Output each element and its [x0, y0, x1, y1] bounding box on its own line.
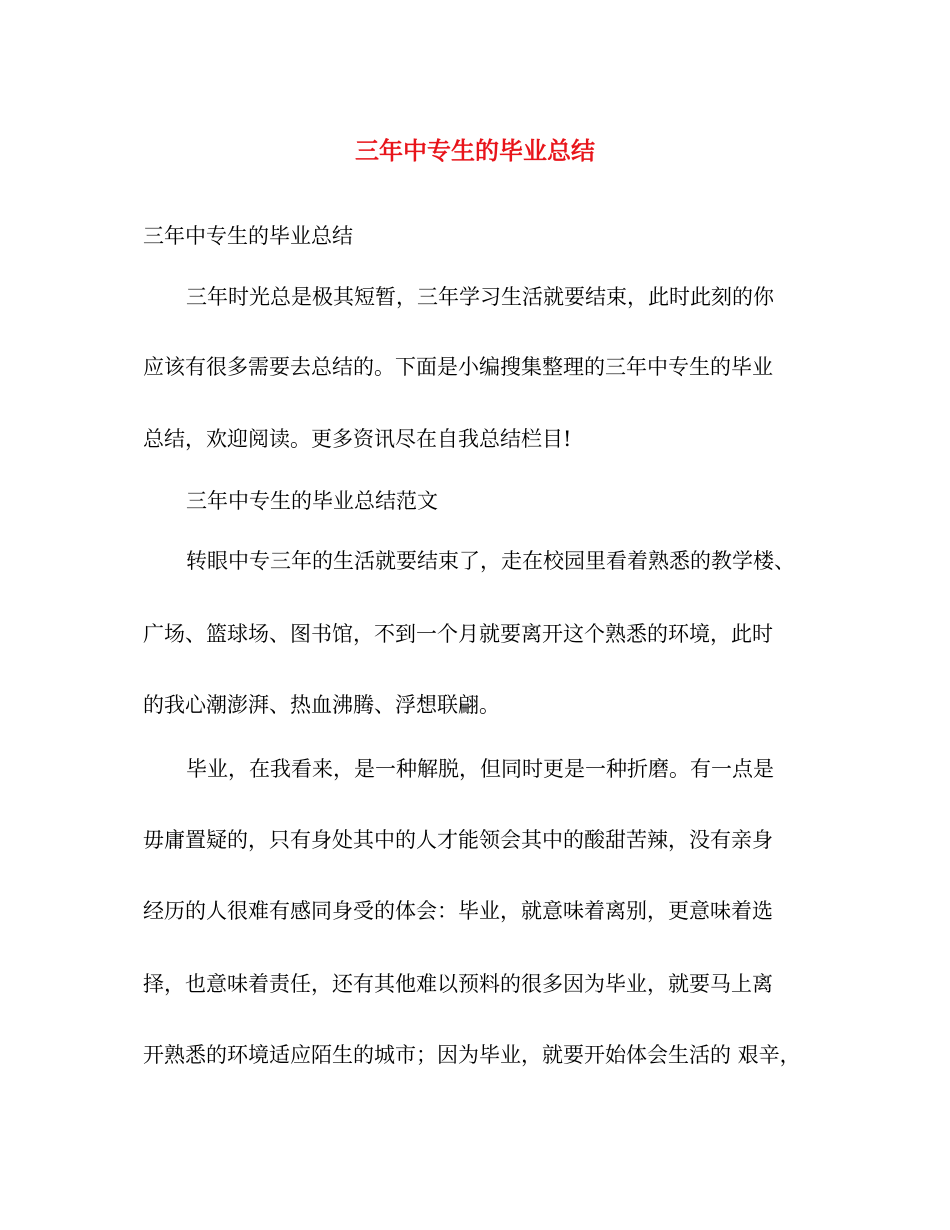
subtitle-line: 三年中专生的毕业总结 — [143, 224, 353, 248]
paragraph-line: 三年时光总是极其短暂，三年学习生活就要结束，此时此刻的你 — [186, 285, 774, 309]
paragraph-line: 广场、篮球场、图书馆，不到一个月就要离开这个熟悉的环境，此时 — [143, 622, 773, 646]
paragraph-line: 毋庸置疑的，只有身处其中的人才能领会其中的酸甜苦辣，没有亲身 — [143, 828, 773, 852]
section-heading: 三年中专生的毕业总结范文 — [186, 489, 438, 513]
paragraph-line: 转眼中专三年的生活就要结束了，走在校园里看着熟悉的教学楼、 — [186, 549, 795, 573]
paragraph-line: 的我心潮澎湃、热血沸腾、浮想联翩。 — [143, 693, 500, 717]
paragraph-line: 毕业，在我看来，是一种解脱，但同时更是一种折磨。有一点是 — [186, 757, 774, 781]
paragraph-line: 开熟悉的环境适应陌生的城市；因为毕业，就要开始体会生活的 艰辛， — [143, 1043, 801, 1067]
paragraph-line: 总结，欢迎阅读。更多资讯尽在自我总结栏目! — [143, 427, 572, 451]
paragraph-line: 应该有很多需要去总结的。下面是小编搜集整理的三年中专生的毕业 — [143, 355, 773, 379]
document-title: 三年中专生的毕业总结 — [355, 136, 595, 165]
paragraph-line: 经历的人很难有感同身受的体会：毕业，就意味着离别，更意味着选 — [143, 899, 773, 923]
paragraph-line: 择，也意味着责任，还有其他难以预料的很多因为毕业，就要马上离 — [143, 972, 773, 996]
